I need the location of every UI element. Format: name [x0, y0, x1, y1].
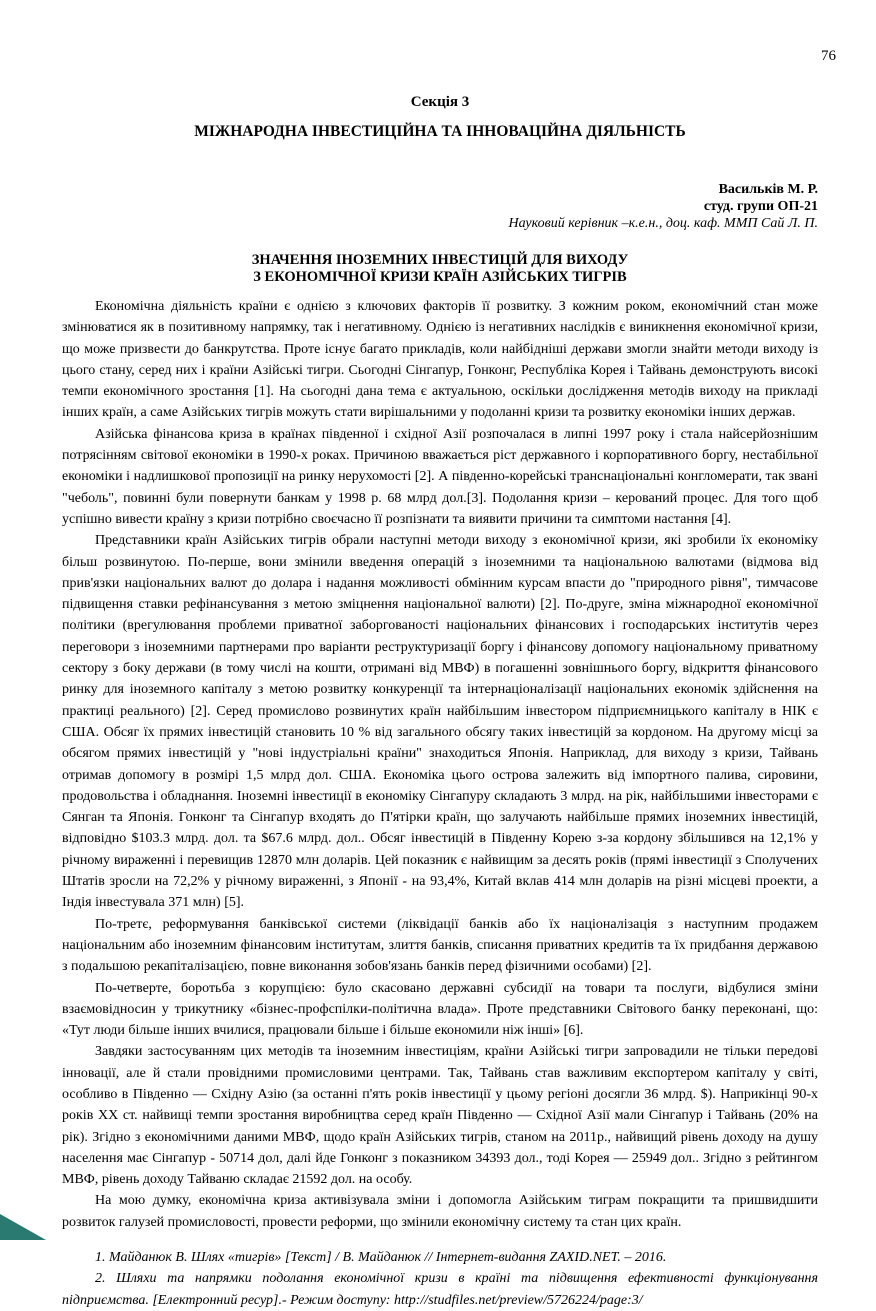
- body-paragraph: На мою думку, економічна криза активізувала зміни і допомогла Азійським тиграм покращити та пришвидшити розвиток галузей промисловості, провести реформи, що змінили економічну систему та стан цих країн.: [62, 1193, 818, 1230]
- author-group: студ. групи ОП-21: [703, 199, 818, 214]
- section-title: МІЖНАРОДНА ІНВЕСТИЦІЙНА ТА ІННОВАЦІЙНА ДІЯЛЬНІСТЬ: [194, 123, 686, 140]
- body-paragraph: Представники країн Азійських тигрів обрали наступні методи виходу з економічної кризи, які зробили їх економіку більш розвинутою. По-перше, вони змінили введення операцій з іноземними та національною валютами (відмова від прив'язки національних валют до долара і надання можливості обмінним курсам впасти до "природного рівня", тимчасове підвищення ставки рефінансування з метою зміцнення національної валюти) [2]. По-друге, зміна міжнародної економічної політики (врегулювання проблеми приватної заборгованості національних фінансових і господарських інститутів через переговори з іноземними партнерами про варіанти реструктуризації боргу і фінансову допомогу національному приватному сектору з боку держави (в тому числі на кошти, отримані від МВФ) в погашенні зовнішнього боргу, відкриття фінансового ринку для іноземного капіталу з метою розвитку конкуренції та інтернаціоналізації національних економік здійснення на практиці реального) [2]. Серед промислово розвинутих країн найбільшим інвестором підприємницького капіталу в НІК є США. Обсяг їх прямих інвестицій становить 10 % від загального обсягу таких інвестицій за кордоном. На другому місці за обсягом прямих інвестицій у "нові індустріальні країни" знаходиться Японія. Наприклад, для виходу з кризи, Тайвань отримав допомогу в розмірі 1,5 млрд дол. США. Економіка цього острова залежить від імпортного палива, сировини, продовольства і обладнання. Іноземні інвестиції в економіку Сінгапуру складають 3 млрд. на рік, найбільшими інвесторами є Сянган та Японія. Гонконг та Сінгапур входять до П'ятірки країн, що залучають найбільше прямих іноземних інвестицій, відповідно $103.3 млрд. дол. та $67.6 млрд. дол.. Обсяг інвестицій в Південну Корею з-за кордону збільшився на 12,1% у річному вираженні і перевищив 12870 млн доларів. Цей показник є найвищим за десять років (прямі інвестиції з Сполучених Штатів зросли на 72,2% у річному вираженні, з Японії - на 93,4%, Китай вклав 414 млн доларів на різні місцеві проекти, а Індія інвестувала 371 млн) [5].: [62, 533, 818, 911]
- article-title-line1: ЗНАЧЕННЯ ІНОЗЕМНИХ ІНВЕСТИЦІЙ ДЛЯ ВИХОДУ: [251, 252, 629, 268]
- body-paragraph: По-четверте, боротьба з корупцією: було скасовано державні субсидії на товари та послуги, відбулися зміни взаємовідносин у трикутнику «бізнес-профспілки-політична влада». Проте представники Світового банку переконані, що: «Тут люди більше інших вчилися, працювали більше і більше економили ніж інші» [6].: [62, 980, 818, 1039]
- advisor-line: Науковий керівник –к.е.н., доц. каф. ММП Сай Л. П.: [508, 216, 818, 231]
- author-block: [62, 181, 818, 232]
- body-paragraph: Економічна діяльність країни є однією з ключових факторів її розвитку. З кожним роком, економічний стан може змінюватися як в позитивному напрямку, так і негативному. Однією із негативних наслідків є виникнення економічної кризи, що може призвести до банкрутства. Проте існує багато прикладів, коли найбідніші держави змогли знайти методи виходу із цього стану, серед них і країни Азійські тигри. Сьогодні Сінгапур, Гонконг, Республіка Корея і Тайвань демонструють високі темпи економічного зростання [1]. На сьогодні дана тема є актуальною, оскільки дослідження методів виходу на прикладі інших країн, а саме Азійських тигрів можуть стати вирішальними у подоланні кризи та розвитку економіки інших держав.: [62, 299, 818, 421]
- corner-fold-decoration: [0, 1214, 46, 1240]
- references-list: [62, 1247, 818, 1311]
- page-number: 76: [821, 48, 836, 64]
- body-paragraph: Завдяки застосуванням цих методів та іноземним інвестиціям, країни Азійські тигри запровадили не тільки передові інновації, але й стали провідними промисловими центрами. Так, Тайвань став важливим експортером капіталу у світі, особливо в Південно — Східну Азію (за останні п'ять років інвестиції у цьому регіоні досягли 36 млрд. $). Наприкінці 90-х років ХХ ст. найвищі темпи зростання виробництва серед країн Південно — Східної Азії мали Сінгапур і Тайвань (20% на рік). Згідно з економічними даними МВФ, щодо країн Азійських тигрів, станом на 2011р., найвищий рівень доходу на душу населення має Сінгапур - 50714 дол, далі йде Гонконг з показником 34393 дол., тоді Корея — 25949 дол.. Згідно з рейтингом МВФ, рівень доходу Тайваню складає 21592 дол. на особу.: [62, 1044, 818, 1188]
- reference-item: 2. Шляхи та напрямки подолання економічної кризи в країні та підвищення ефективності функціонування підприємства. [Електронний ресур].- Режим доступу: http://studfiles.net/preview/5726224/page:3/: [62, 1271, 818, 1308]
- body-paragraph: Азійська фінансова криза в країнах південної і східної Азії розпочалася в липні 1997 року і стала найсерйознішим потрясінням світової економіки в 1990-х роках. Причиною вважається ріст державного і корпоративного боргу, нестабільної економіки і надлишкової пропозиції на ринку нерухомості [2]. А південно-корейські транснаціональні конгломерати, так звані "чеболь", повинні були повернути банкам у 1998 р. 68 млрд дол.[3]. Подолання кризи – керований процес. Для того щоб успішно вивести країну з кризи потрібно своєчасно її розпізнати та виявити причини та симптоми настання [4].: [62, 426, 818, 527]
- article-title: [62, 252, 818, 286]
- body-paragraph: По-третє, реформування банківської системи (ліквідації банків або їх націоналізація з наступним продажем національним або іноземним фінансовим інститутам, злиття банків, списання приватних кредитів та їх придбання державою з подальшою рекапіталізацією, повне виконання зобов'язань банків перед фізичними особами) [2].: [62, 916, 818, 975]
- article-title-line2: З ЕКОНОМІЧНОЇ КРИЗИ КРАЇН АЗІЙСЬКИХ ТИГРІВ: [253, 269, 627, 285]
- section-label: Секція 3: [410, 94, 470, 110]
- reference-item: 1. Майданюк В. Шлях «тигрів» [Текст] / В. Майданюк // Інтернет-видання ZAXID.NET. – 2016.: [95, 1250, 667, 1266]
- article-body: [62, 296, 818, 1233]
- author-name: Васильків М. Р.: [718, 182, 818, 197]
